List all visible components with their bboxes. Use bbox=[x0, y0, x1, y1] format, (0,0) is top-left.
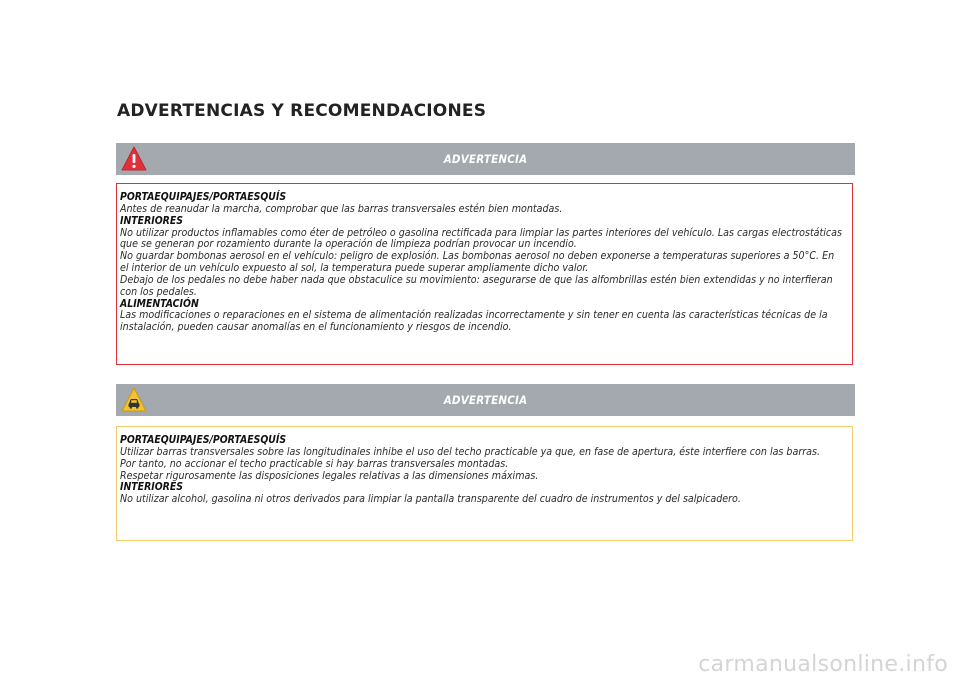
warning-box-2 bbox=[116, 426, 853, 541]
watermark: carmanualsonline.info bbox=[698, 652, 948, 677]
page-title: ADVERTENCIAS Y RECOMENDACIONES bbox=[117, 101, 487, 121]
paragraph: No utilizar alcohol, gasolina ni otros derivados para limpiar la pantalla transparente del cuadro de instrumentos y del salpicadero. bbox=[120, 493, 741, 506]
paragraph: Respetar rigurosamente las disposiciones legales relativas a las dimensiones máximas. bbox=[120, 469, 539, 482]
paragraph: No utilizar productos inflamables como éter de petróleo o gasolina rectificada para limpiar las partes interiores del vehículo. Las cargas electrostáticas que se generan por rozamiento durante la operación de limpieza podrían provocar un incendio. bbox=[120, 226, 842, 251]
section-title: PORTAEQUIPAJES/PORTAESQUÍS bbox=[120, 434, 287, 446]
warning-box-1 bbox=[116, 183, 853, 365]
section-title: PORTAEQUIPAJES/PORTAESQUÍS bbox=[120, 191, 287, 203]
paragraph: Utilizar barras transversales sobre las longitudinales inhibe el uso del techo practicable ya que, en fase de apertura, éste interfiere con las barras. bbox=[120, 445, 820, 458]
warning-header-1 bbox=[116, 143, 855, 175]
paragraph: No guardar bombonas aerosol en el vehículo: peligro de explosión. Las bombonas aerosol no deben exponerse a temperaturas superiores a 50°C. En el interior de un vehículo expuesto al sol, la temperatura puede superar ampliamente dicho valor. bbox=[120, 250, 835, 275]
paragraph: Debajo de los pedales no debe haber nada que obstaculice su movimiento: asegurarse de que las alfombrillas estén bien extendidas y no interfieran con los pedales. bbox=[120, 273, 833, 298]
warning-header-label: ADVERTENCIA bbox=[443, 152, 528, 166]
paragraph: Por tanto, no accionar el techo practicable si hay barras transversales montadas. bbox=[120, 457, 509, 470]
warning-header-label: ADVERTENCIA bbox=[443, 393, 528, 407]
section-title: INTERIORES bbox=[120, 214, 184, 227]
section-title: ALIMENTACIÓN bbox=[120, 297, 199, 310]
paragraph: Las modificaciones o reparaciones en el sistema de alimentación realizadas incorrectamente y sin tener en cuenta las características técnicas de la instalación, pueden causar anomalías en el funcionamiento y riesgos de incendio. bbox=[120, 309, 828, 334]
paragraph: Antes de reanudar la marcha, comprobar que las barras transversales estén bien montadas. bbox=[120, 202, 563, 215]
warning-header-2 bbox=[116, 384, 855, 416]
section-title: INTERIORES bbox=[120, 481, 184, 494]
